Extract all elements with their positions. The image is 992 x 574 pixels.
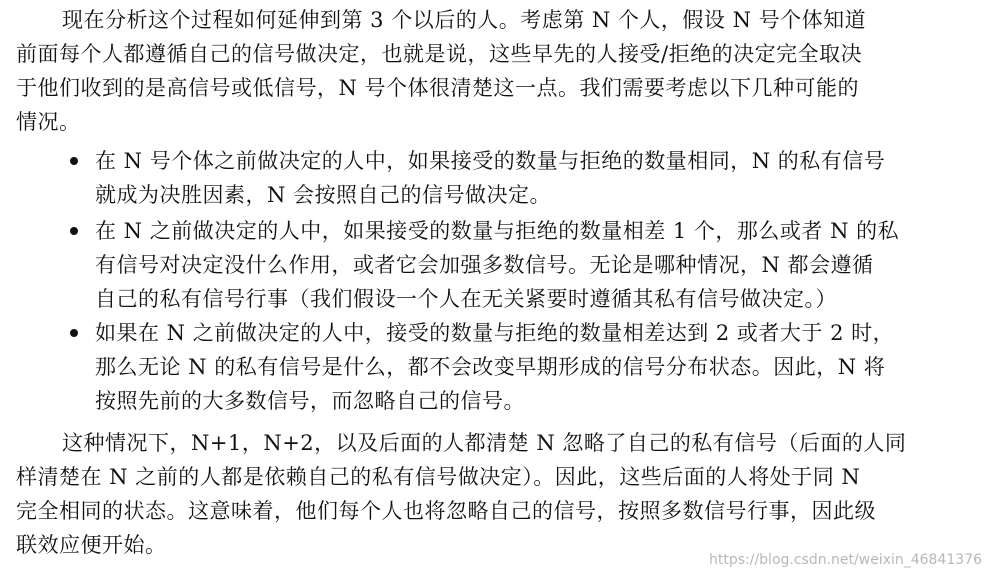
paragraph-2-line-1: 这种情况下，N+1，N+2，以及后面的人都清楚 N 忽略了自己的私有信号（后面的人同 xyxy=(62,431,907,455)
paragraph-1-line-4: 情况。 xyxy=(16,110,81,134)
bullet-2-line-1: 在 N 之前做决定的人中，如果接受的数量与拒绝的数量相差 1 个，那么或者 N 的私 xyxy=(95,219,900,243)
bullet-3-line-3: 按照先前的大多数信号，而忽略自己的信号。 xyxy=(95,389,525,413)
paragraph-2-line-2: 样清楚在 N 之前的人都是依赖自己的私有信号做决定）。因此，这些后面的人将处于同 N xyxy=(16,465,861,489)
bullet-2-line-2: 有信号对决定没什么作用，或者它会加强多数信号。无论是哪种情况，N 都会遵循 xyxy=(95,253,874,277)
paragraph-1-line-1: 现在分析这个过程如何延伸到第 3 个以后的人。考虑第 N 个人，假设 N 号个体知道 xyxy=(62,8,867,32)
bullet-3-line-2: 那么无论 N 的私有信号是什么，都不会改变早期形成的信号分布状态。因此，N 将 xyxy=(95,355,886,379)
bullet-3-marker xyxy=(70,329,78,337)
paragraph-2-line-4: 联效应便开始。 xyxy=(16,533,167,557)
bullet-3-line-1: 如果在 N 之前做决定的人中，接受的数量与拒绝的数量相差达到 2 或者大于 2 时， xyxy=(95,321,895,345)
bullet-1-marker xyxy=(70,157,78,165)
bullet-1-line-2: 就成为决胜因素，N 会按照自己的信号做决定。 xyxy=(95,183,552,207)
bullet-1-line-1: 在 N 号个体之前做决定的人中，如果接受的数量与拒绝的数量相同，N 的私有信号 xyxy=(95,149,886,173)
paragraph-1-line-2: 前面每个人都遵循自己的信号做决定，也就是说，这些早先的人接受/拒绝的决定完全取决 xyxy=(16,42,863,66)
paragraph-2-line-3: 完全相同的状态。这意味着，他们每个人也将忽略自己的信号，按照多数信号行事，因此级 xyxy=(16,499,876,523)
paragraph-1-line-3: 于他们收到的是高信号或低信号，N 号个体很清楚这一点。我们需要考虑以下几种可能的 xyxy=(16,76,860,100)
bullet-2-line-3: 自己的私有信号行事（我们假设一个人在无关紧要时遵循其私有信号做决定。） xyxy=(95,287,837,311)
bullet-2-marker xyxy=(70,227,78,235)
watermark-text: https://blog.csdn.net/weixin_46841376 xyxy=(708,552,982,568)
